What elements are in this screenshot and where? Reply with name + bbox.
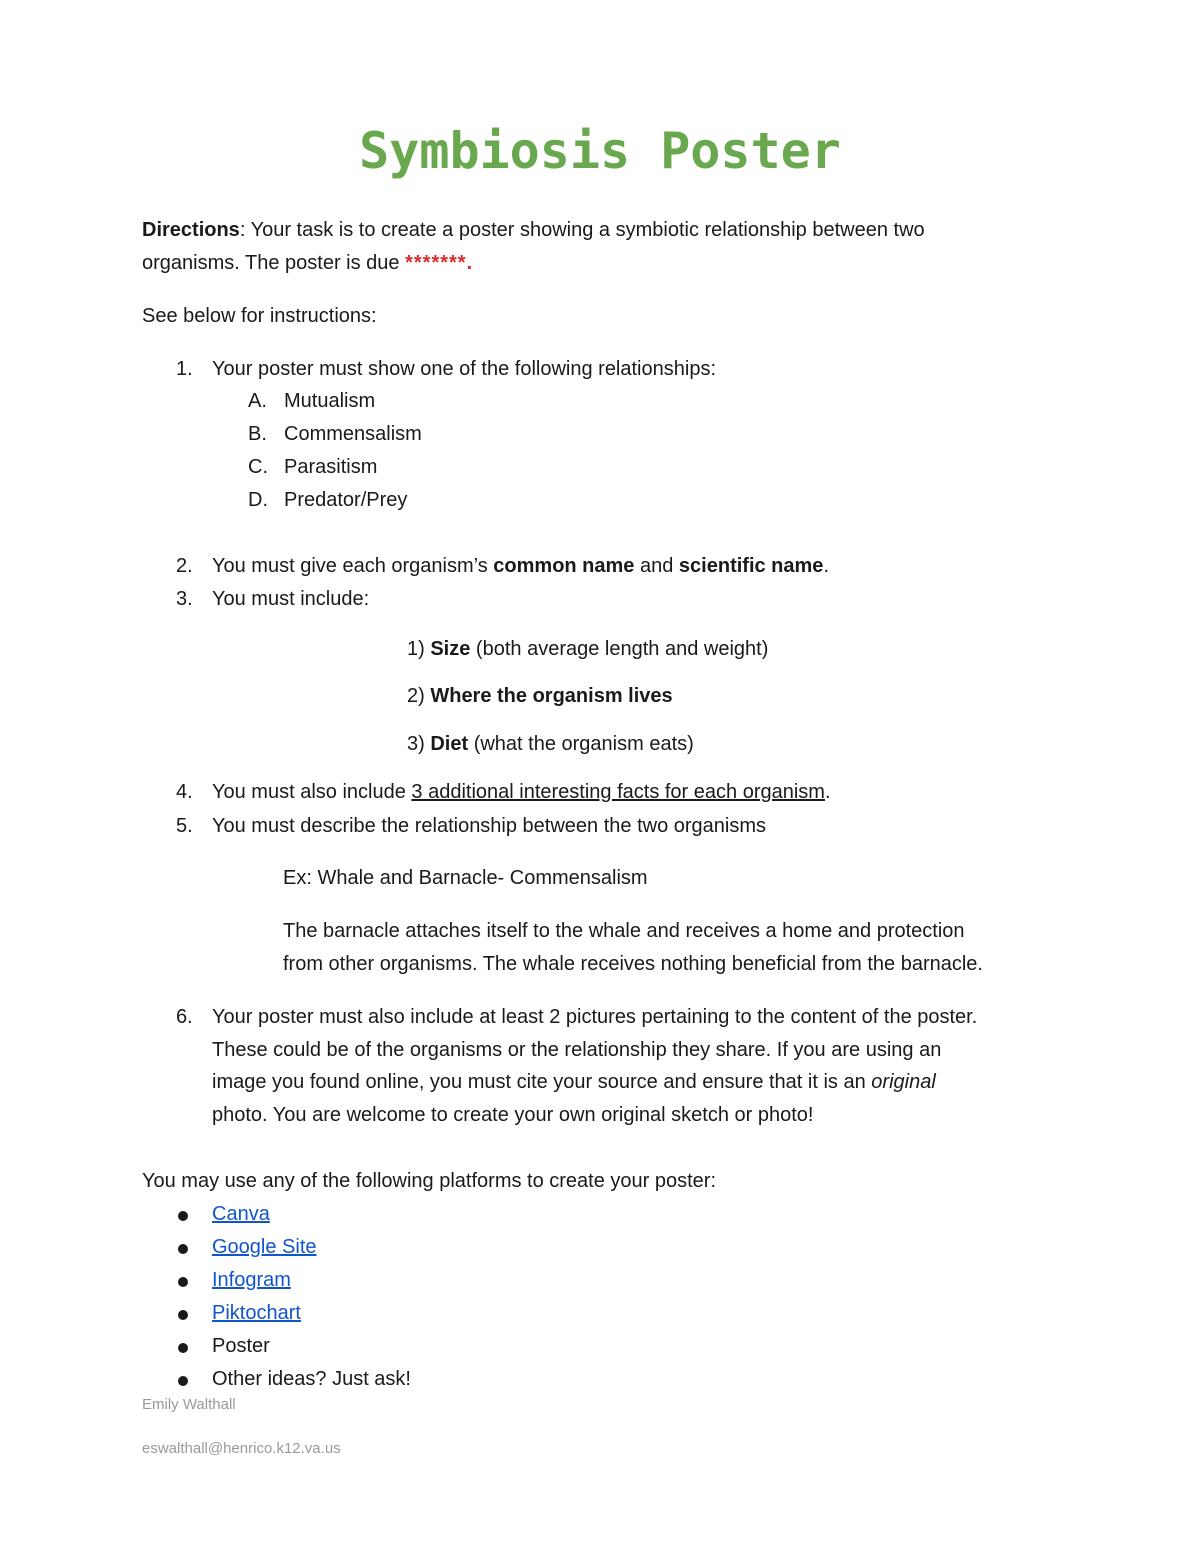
option-letter: D. xyxy=(248,489,268,511)
sub-item-rest: (what the organism eats) xyxy=(468,733,694,755)
bullet-icon xyxy=(178,1310,188,1320)
directions-colon: : xyxy=(239,219,246,241)
option-predator-prey: Predator/Prey xyxy=(284,489,408,511)
page-title: Symbiosis Poster xyxy=(359,122,841,180)
item-2-text xyxy=(212,550,829,583)
item-4-underlined: 3 additional interesting facts for each organism xyxy=(411,781,825,803)
sub-item-number: 1) xyxy=(407,638,431,660)
directions-paragraph xyxy=(142,214,1022,280)
item-4-end: . xyxy=(824,781,831,803)
bullet-icon xyxy=(178,1376,188,1386)
sub-item-number: 2) xyxy=(407,685,431,707)
sub-item-size xyxy=(407,633,768,666)
item-3-text: You must include: xyxy=(212,588,370,610)
option-letter: C. xyxy=(248,456,268,478)
platform-link-piktochart[interactable]: Piktochart xyxy=(212,1302,301,1324)
platform-link-infogram[interactable]: Infogram xyxy=(212,1269,291,1291)
platforms-intro: You may use any of the following platforms to create your poster: xyxy=(142,1170,717,1192)
item-2-end: . xyxy=(823,555,829,577)
see-below-text: See below for instructions: xyxy=(142,305,377,327)
footer-author-name: Emily Walthall xyxy=(142,1396,236,1413)
platform-link-google-site[interactable]: Google Site xyxy=(212,1236,317,1258)
platform-poster: Poster xyxy=(212,1335,270,1357)
item-2-number: 2. xyxy=(176,555,193,577)
item-1-number: 1. xyxy=(176,358,193,380)
footer-email: eswalthall@henrico.k12.va.us xyxy=(142,1440,341,1457)
item-4-text xyxy=(212,776,831,809)
bullet-icon xyxy=(178,1343,188,1353)
sub-item-diet xyxy=(407,728,694,761)
item-4-number: 4. xyxy=(176,781,193,803)
due-date-period: . xyxy=(466,252,474,274)
platform-other-ideas: Other ideas? Just ask! xyxy=(212,1368,411,1390)
scientific-name-term: scientific name xyxy=(678,555,824,577)
platform-link-canva[interactable]: Canva xyxy=(212,1203,270,1225)
directions-text: Your task is to create a poster showing a symbiotic relationship between two organisms. The poster is due xyxy=(142,219,925,274)
item-6-number: 6. xyxy=(176,1006,193,1028)
option-commensalism: Commensalism xyxy=(284,423,422,445)
item-4-pre: You must also include xyxy=(212,781,412,803)
example-line-2: from other organisms. The whale receives nothing beneficial from the barnacle. xyxy=(283,953,983,975)
bullet-icon xyxy=(178,1211,188,1221)
sub-item-bold: Diet xyxy=(430,733,469,755)
sub-item-number: 3) xyxy=(407,733,431,755)
original-emphasis: original xyxy=(871,1071,936,1093)
sub-item-bold: Size xyxy=(430,638,471,660)
item-3-number: 3. xyxy=(176,588,193,610)
item-5-number: 5. xyxy=(176,815,193,837)
item-6-line-2: These could be of the organisms or the relationship they share. If you are using an xyxy=(212,1039,942,1061)
sub-item-rest: (both average length and weight) xyxy=(470,638,769,660)
due-date-placeholder: ******* xyxy=(405,252,467,274)
directions-label: Directions xyxy=(142,219,240,241)
item-1-text: Your poster must show one of the following relationships: xyxy=(212,358,716,380)
option-letter: A. xyxy=(248,390,267,412)
sub-item-bold: Where the organism lives xyxy=(430,685,673,707)
option-parasitism: Parasitism xyxy=(284,456,378,478)
bullet-icon xyxy=(178,1277,188,1287)
example-title: Ex: Whale and Barnacle- Commensalism xyxy=(283,867,648,889)
option-letter: B. xyxy=(248,423,267,445)
item-6-line-3-pre: image you found online, you must cite your source and ensure that it is an xyxy=(212,1071,872,1093)
item-2-pre: You must give each organism’s xyxy=(212,555,494,577)
option-mutualism: Mutualism xyxy=(284,390,376,412)
item-6-line-3 xyxy=(212,1066,936,1099)
item-6-line-1: Your poster must also include at least 2 pictures pertaining to the content of the poster. xyxy=(212,1006,978,1028)
item-6-line-4: photo. You are welcome to create your own original sketch or photo! xyxy=(212,1104,814,1126)
item-5-text: You must describe the relationship between the two organisms xyxy=(212,815,767,837)
sub-item-habitat xyxy=(407,680,673,713)
example-line-1: The barnacle attaches itself to the whale and receives a home and protection xyxy=(283,920,965,942)
bullet-icon xyxy=(178,1244,188,1254)
item-2-and: and xyxy=(634,555,679,577)
common-name-term: common name xyxy=(493,555,635,577)
